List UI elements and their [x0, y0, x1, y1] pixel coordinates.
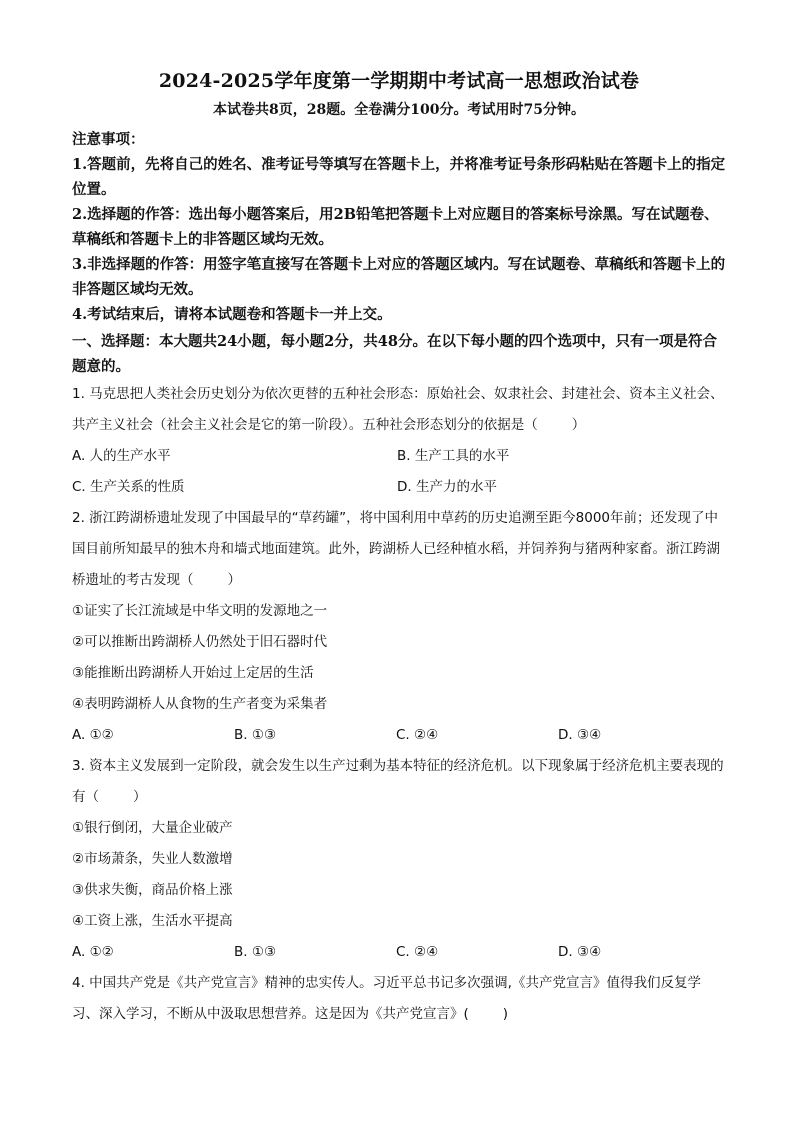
- notice-item: 4.考试结束后，请将本试题卷和答题卡一并上交。: [72, 306, 392, 323]
- statement: ④表明跨湖桥人从食物的生产者变为采集者: [72, 696, 328, 712]
- option: D. ③④: [558, 944, 602, 960]
- option: B. 生产工具的水平: [397, 448, 510, 464]
- statement: ③能推断出跨湖桥人开始过上定居的生活: [72, 665, 314, 681]
- option: C. ②④: [396, 727, 439, 743]
- exam-page: [72, 66, 726, 1030]
- statement: ③供求失衡，商品价格上涨: [72, 882, 233, 898]
- notice-item: 2.选择题的作答：选出每小题答案后，用2B铅笔把答题卡上对应题目的答案标号涂黑。写在试题卷、草稿纸和答题卡上的非答题区域均无效。: [72, 206, 719, 248]
- notice-heading: 注意事项：: [72, 131, 145, 148]
- option: D. ③④: [558, 727, 602, 743]
- question-stem: 3. 资本主义发展到一定阶段，就会发生以生产过剩为基本特征的经济危机。以下现象属于经济危机主要表现的有（ ）: [72, 758, 724, 805]
- option: B. ①③: [234, 944, 277, 960]
- notice-item: 1.答题前，先将自己的姓名、准考证号等填写在答题卡上，并将准考证号条形码粘贴在答题卡上的指定位置。: [72, 156, 726, 198]
- option: A. 人的生产水平: [72, 448, 171, 464]
- exam-info: 本试卷共8页，28题。全卷满分100分。考试用时75分钟。: [213, 102, 585, 118]
- statement: ②市场萧条，失业人数激增: [72, 851, 233, 867]
- options-list: [72, 937, 726, 968]
- section-heading: 一、选择题：本大题共24小题，每小题2分，共48分。在以下每小题的四个选项中，只有一项是符合题意的。: [72, 333, 717, 375]
- question-stem: 1. 马克思把人类社会历史划分为依次更替的五种社会形态：原始社会、奴隶社会、封建社会、资本主义社会、共产主义社会（社会主义社会是它的第一阶段）。五种社会形态划分的依据是（ ）: [72, 386, 724, 433]
- options-list: [72, 720, 726, 751]
- question-stem: 4. 中国共产党是《共产党宣言》精神的忠实传人。习近平总书记多次强调,《共产党宣言》值得我们反复学习、深入学习，不断从中汲取思想营养。这是因为《共产党宣言》( ): [72, 975, 701, 1022]
- option: C. ②④: [396, 944, 439, 960]
- notice-item: 3.非选择题的作答：用签字笔直接写在答题卡上对应的答题区域内。写在试题卷、草稿纸和答题卡上的非答题区域均无效。: [72, 256, 726, 298]
- option: B. ①③: [234, 727, 277, 743]
- options-list: [72, 441, 726, 503]
- statement: ①证实了长江流域是中华文明的发源地之一: [72, 603, 328, 619]
- page-title: 2024-2025学年度第一学期期中考试高一思想政治试卷: [158, 70, 640, 92]
- statement: ④工资上涨，生活水平提高: [72, 913, 233, 929]
- option: D. 生产力的水平: [397, 479, 497, 495]
- option: A. ①②: [72, 944, 114, 960]
- question-stem: 2. 浙江跨湖桥遗址发现了中国最早的“草药罐”，将中国利用中草药的历史追溯至距今8000年前；还发现了中国目前所知最早的独木舟和墙式地面建筑。此外，跨湖桥人已经种植水稻，并饲养狗与猪两种家畜。浙江跨湖桥遗址的考古发现（ ）: [72, 510, 720, 588]
- statement: ②可以推断出跨湖桥人仍然处于旧石器时代: [72, 634, 328, 650]
- statement: ①银行倒闭，大量企业破产: [72, 820, 233, 836]
- option: C. 生产关系的性质: [72, 479, 185, 495]
- option: A. ①②: [72, 727, 114, 743]
